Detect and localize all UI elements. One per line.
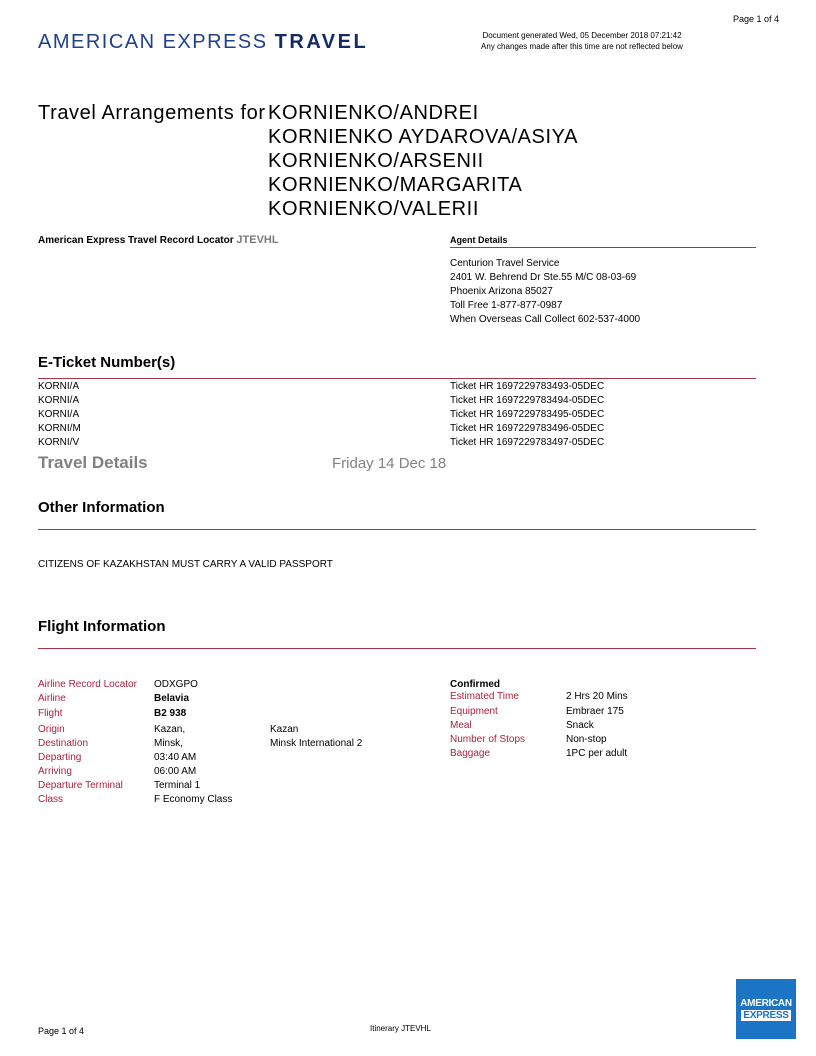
traveler-name: KORNIENKO/VALERII bbox=[268, 198, 479, 220]
traveler-name: KORNIENKO/ANDREI bbox=[268, 102, 479, 124]
amex-logo bbox=[736, 979, 796, 1039]
eticket-passenger: KORNI/A bbox=[38, 381, 80, 392]
eticket-passenger: KORNI/A bbox=[38, 409, 80, 420]
eticket-passenger: KORNI/A bbox=[38, 395, 80, 406]
eticket-heading: E-Ticket Number(s) bbox=[38, 354, 176, 371]
eticket-passenger: KORNI/V bbox=[38, 437, 80, 448]
origin-airport: Kazan bbox=[270, 724, 299, 735]
arriving-time: 06:00 AM bbox=[154, 766, 197, 777]
agent-details-heading: Agent Details bbox=[450, 235, 508, 245]
flight-field-label: Baggage bbox=[450, 748, 491, 759]
flight-field-label: Meal bbox=[450, 720, 472, 731]
eticket-number: Ticket HR 1697229783497-05DEC bbox=[450, 437, 605, 448]
flight-field-label: Flight bbox=[38, 708, 63, 719]
traveler-name: KORNIENKO/ARSENII bbox=[268, 150, 484, 172]
logo-light-text: AMERICAN EXPRESS bbox=[38, 31, 268, 53]
flight-info-heading: Flight Information bbox=[38, 618, 166, 635]
agent-line: Centurion Travel Service bbox=[450, 258, 560, 269]
record-locator bbox=[38, 234, 279, 246]
flight-field-label: Estimated Time bbox=[450, 691, 519, 702]
agent-line: 2401 W. Behrend Dr Ste.55 M/C 08-03-69 bbox=[450, 272, 637, 283]
flight-info-divider bbox=[38, 648, 756, 649]
flight-field-label: Class bbox=[38, 794, 64, 805]
estimated-time: 2 Hrs 20 Mins bbox=[566, 691, 628, 702]
number-of-stops: Non-stop bbox=[566, 734, 607, 745]
travel-class: F Economy Class bbox=[154, 794, 233, 805]
page-indicator-bottom: Page 1 of 4 bbox=[38, 1026, 85, 1036]
airline-name: Belavia bbox=[154, 693, 190, 704]
flight-field-label: Number of Stops bbox=[450, 734, 526, 745]
travel-details-heading: Travel Details bbox=[38, 453, 148, 472]
airline-record-locator: ODXGPO bbox=[154, 679, 198, 690]
agent-line: Toll Free 1-877-877-0987 bbox=[450, 300, 563, 311]
passport-note: CITIZENS OF KAZAKHSTAN MUST CARRY A VALID PASSPORT bbox=[38, 559, 333, 570]
traveler-name: KORNIENKO AYDAROVA/ASIYA bbox=[268, 126, 579, 148]
document-generated-info bbox=[440, 30, 724, 52]
meal: Snack bbox=[566, 720, 594, 731]
traveler-name: KORNIENKO/MARGARITA bbox=[268, 174, 523, 196]
amex-logo-line1: AMERICAN bbox=[740, 997, 792, 1009]
flight-field-label: Departure Terminal bbox=[38, 780, 123, 791]
amex-logo-line2: EXPRESS bbox=[743, 1009, 789, 1021]
flight-field-label: Destination bbox=[38, 738, 89, 749]
flight-field-label: Equipment bbox=[450, 706, 498, 717]
eticket-passenger: KORNI/M bbox=[38, 423, 81, 434]
agent-line: When Overseas Call Collect 602-537-4000 bbox=[450, 314, 641, 325]
destination-airport: Minsk International 2 bbox=[270, 738, 363, 749]
agent-divider bbox=[450, 247, 756, 248]
eticket-number: Ticket HR 1697229783495-05DEC bbox=[450, 409, 605, 420]
equipment: Embraer 175 bbox=[566, 706, 624, 717]
eticket-divider bbox=[38, 378, 756, 379]
eticket-number: Ticket HR 1697229783493-05DEC bbox=[450, 381, 605, 392]
departing-time: 03:40 AM bbox=[154, 752, 197, 763]
travel-arrangements-label: Travel Arrangements for bbox=[38, 102, 266, 124]
flight-field-label: Airline Record Locator bbox=[38, 679, 137, 690]
logo-bold-text: TRAVEL bbox=[274, 31, 369, 53]
flight-field-label: Arriving bbox=[38, 766, 72, 777]
flight-field-label: Airline bbox=[38, 693, 66, 704]
eticket-number: Ticket HR 1697229783496-05DEC bbox=[450, 423, 605, 434]
baggage: 1PC per adult bbox=[566, 748, 628, 759]
record-locator-code: JTEVHL bbox=[236, 234, 279, 246]
record-locator-label: American Express Travel Record Locator bbox=[38, 235, 234, 246]
origin-city: Kazan, bbox=[154, 724, 186, 735]
agent-line: Phoenix Arizona 85027 bbox=[450, 286, 553, 297]
booking-status: Confirmed bbox=[450, 679, 500, 690]
other-info-heading: Other Information bbox=[38, 499, 165, 516]
flight-field-label: Origin bbox=[38, 724, 65, 735]
travel-date: Friday 14 Dec 18 bbox=[332, 455, 447, 472]
itinerary-reference: Itinerary JTEVHL bbox=[370, 1024, 431, 1033]
flight-field-label: Departing bbox=[38, 752, 82, 763]
flight-number: B2 938 bbox=[154, 708, 187, 719]
changes-note: Any changes made after this time are not reflected below bbox=[481, 42, 683, 51]
departure-terminal: Terminal 1 bbox=[154, 780, 201, 791]
destination-city: Minsk, bbox=[154, 738, 183, 749]
other-info-divider bbox=[38, 529, 756, 530]
page-indicator-top: Page 1 of 4 bbox=[732, 14, 779, 24]
generated-timestamp: Document generated Wed, 05 December 2018 07:21:42 bbox=[482, 31, 682, 40]
eticket-number: Ticket HR 1697229783494-05DEC bbox=[450, 395, 605, 406]
amex-travel-logo bbox=[38, 31, 368, 54]
